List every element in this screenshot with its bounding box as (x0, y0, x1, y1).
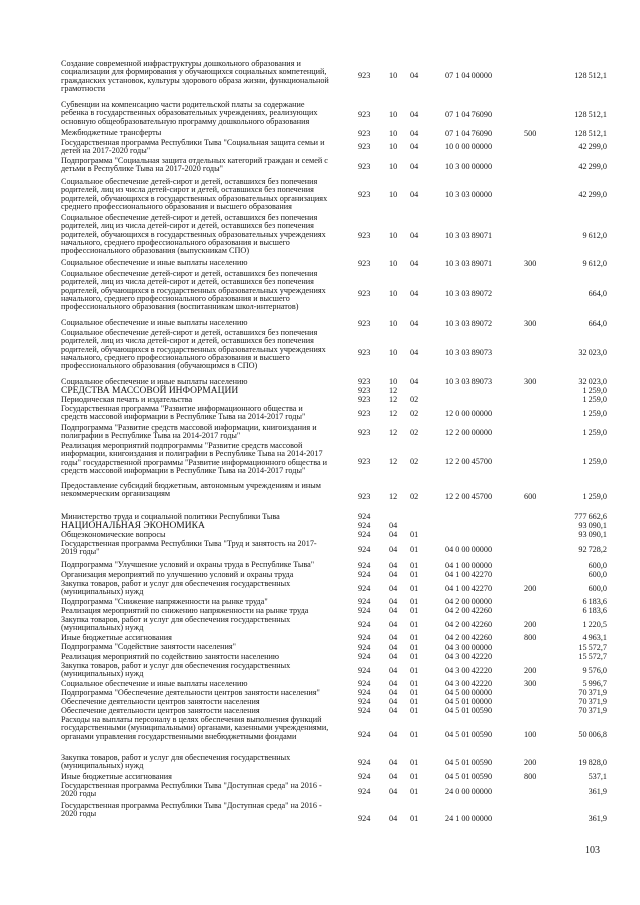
row-sum: 19 828,0 (578, 758, 607, 768)
row-name: Межбюджетные трансферты (61, 128, 162, 137)
row-code: 923 (358, 259, 371, 269)
row-section: 04 (389, 665, 398, 675)
table-row (0, 270, 640, 319)
row-section: 04 (389, 530, 398, 540)
row-section: 04 (389, 729, 398, 739)
row-name: Социальное обеспечение и иные выплаты населению (61, 679, 248, 688)
row-subsection: 01 (410, 619, 419, 629)
row-section: 04 (389, 706, 398, 716)
row-code: 924 (358, 679, 371, 689)
row-target-article: 04 3 00 00000 (445, 642, 493, 652)
row-target-article: 10 3 03 89071 (445, 231, 493, 241)
row-sum: 128 512,1 (574, 128, 607, 138)
row-subsection: 01 (410, 583, 419, 593)
row-sum: 9 576,0 (582, 665, 607, 675)
row-target-article: 07 1 04 00000 (445, 70, 493, 80)
row-code: 923 (358, 142, 371, 152)
row-code: 923 (358, 395, 371, 405)
row-name: Закупка товаров, работ и услуг для обеспечения государственных (муниципальных) нужд (61, 579, 291, 597)
row-section: 12 (389, 395, 398, 405)
row-subsection: 02 (410, 408, 419, 418)
row-sum: 32 023,0 (578, 348, 607, 358)
row-code: 924 (358, 633, 371, 643)
row-sum: 50 006,8 (578, 729, 607, 739)
row-code: 923 (358, 408, 371, 418)
row-name: Создание современной инфраструктуры дошкольного образования и социализации для формирования у обучающихся социальных компетенций, гражданских установок, культуры здорового образа жизни, функциональной грамотности (61, 59, 329, 93)
row-code: 924 (358, 706, 371, 716)
row-section: 04 (389, 772, 398, 782)
row-section: 12 (389, 427, 398, 437)
row-subsection: 04 (410, 70, 419, 80)
row-subsection: 01 (410, 758, 419, 768)
table-row (0, 580, 640, 598)
table-row (0, 405, 640, 423)
row-target-article: 10 3 03 89072 (445, 318, 493, 328)
row-target-article: 04 2 00 42260 (445, 633, 493, 643)
row-expense-type: 100 (524, 729, 537, 739)
row-name: НАЦИОНАЛЬНАЯ ЭКОНОМИКА (61, 521, 205, 531)
row-name: Общеэкономические вопросы (61, 530, 166, 539)
row-subsection: 01 (410, 530, 419, 540)
row-name: Подпрограмма "Развитие средств массовой информации, книгоиздания и полиграфии в Республике Тыва на 2014-2017 годы" (61, 423, 317, 441)
row-subsection: 04 (410, 259, 419, 269)
row-sum: 9 612,0 (582, 259, 607, 269)
row-subsection: 01 (410, 679, 419, 689)
row-subsection: 01 (410, 642, 419, 652)
row-sum: 777 662,6 (574, 512, 607, 522)
row-target-article: 04 5 01 00000 (445, 697, 493, 707)
row-subsection: 01 (410, 652, 419, 662)
row-code: 924 (358, 530, 371, 540)
row-expense-type: 300 (524, 679, 537, 689)
row-name: Подпрограмма "Улучшение условий и охраны труда в Республике Тыва" (61, 560, 315, 569)
row-name: Реализация мероприятий по снижению напряженности на рынке труда (61, 606, 309, 615)
table-row (0, 662, 640, 680)
row-sum: 42 299,0 (578, 190, 607, 200)
row-section: 04 (389, 652, 398, 662)
row-code: 924 (358, 512, 371, 522)
row-section: 10 (389, 377, 398, 387)
row-sum: 6 183,6 (582, 606, 607, 616)
table-row (0, 178, 640, 213)
row-name: Реализация мероприятий по содействию занятости населению (61, 652, 280, 661)
row-target-article: 04 5 01 00590 (445, 706, 493, 716)
row-code: 923 (358, 386, 371, 396)
row-name: Иные бюджетные ассигнования (61, 633, 172, 642)
row-section: 04 (389, 814, 398, 824)
row-name: Министерство труда и социальной политики Республики Тыва (61, 512, 280, 521)
row-section: 04 (389, 642, 398, 652)
row-subsection: 04 (410, 231, 419, 241)
row-expense-type: 300 (524, 377, 537, 387)
row-section: 10 (389, 259, 398, 269)
row-section: 04 (389, 583, 398, 593)
row-section: 10 (389, 142, 398, 152)
row-subsection: 02 (410, 395, 419, 405)
row-subsection: 04 (410, 162, 419, 172)
row-name: Государственная программа "Развитие информационного общества и средств массовой информации в Республике Тыва на 2014-2017 годы" (61, 404, 306, 422)
row-subsection: 04 (410, 142, 419, 152)
row-subsection: 01 (410, 597, 419, 607)
row-name: СРЕДСТВА МАССОВОЙ ИНФОРМАЦИИ (61, 386, 239, 396)
page-number: 103 (585, 845, 600, 856)
row-section: 10 (389, 128, 398, 138)
table-row (0, 482, 640, 513)
table-row (0, 157, 640, 178)
row-target-article: 04 2 00 42260 (445, 619, 493, 629)
row-target-article (445, 522, 527, 531)
row-sum: 1 259,0 (582, 408, 607, 418)
row-name: Предоставление субсидий бюджетным, автономным учреждениям и иным некоммерческим организациям (61, 481, 321, 499)
table-row (0, 214, 640, 259)
row-code: 924 (358, 729, 371, 739)
row-target-article: 10 3 03 89073 (445, 348, 493, 358)
row-target-article: 04 1 00 42270 (445, 583, 493, 593)
row-sum: 600,0 (588, 560, 607, 570)
row-target-article: 12 2 00 45700 (445, 492, 493, 502)
row-target-article: 04 1 00 42270 (445, 570, 493, 580)
row-code: 924 (358, 652, 371, 662)
row-sum: 1 259,0 (582, 386, 607, 396)
row-subsection: 01 (410, 772, 419, 782)
row-target-article: 04 2 00 42260 (445, 606, 493, 616)
row-target-article: 04 5 01 00590 (445, 772, 493, 782)
row-sum: 361,9 (588, 814, 607, 824)
row-subsection: 04 (410, 289, 419, 299)
row-section: 04 (389, 619, 398, 629)
table-row (0, 716, 640, 754)
row-sum: 15 572,7 (578, 642, 607, 652)
table-row (0, 616, 640, 634)
row-subsection: 04 (410, 377, 419, 387)
table-row (0, 329, 640, 378)
row-name: Государственная программа Республики Тыва "Доступная среда" на 2016 - 2020 годы (61, 801, 322, 819)
row-sum: 1 259,0 (582, 395, 607, 405)
row-code: 924 (358, 786, 371, 796)
row-target-article: 04 3 00 42220 (445, 665, 493, 675)
row-name: Иные бюджетные ассигнования (61, 772, 172, 781)
row-sum: 32 023,0 (578, 377, 607, 387)
row-sum: 4 963,1 (582, 633, 607, 643)
row-target-article: 07 1 04 76090 (445, 110, 493, 120)
row-subsection: 02 (410, 427, 419, 437)
row-code: 923 (358, 318, 371, 328)
row-name: Социальное обеспечение детей-сирот и детей, оставшихся без попечения родителей, лиц из числа детей-сирот и детей, оставшихся без попечения родителей, обучающихся в государственных образовательных учреждениях начального, среднего профессионального образования и высшего профессионального образования (обучающимся в СПО) (61, 328, 326, 371)
row-expense-type: 200 (524, 758, 537, 768)
row-name: Реализация мероприятий подпрограммы "Развитие средств массовой информации, книгоиздания и полиграфии в Республике Тыва на 2014-2017 годы" государственной программы "Развитие информационного общества и средств массовой информации в Республике Тыва на 2014-2017 годы" (61, 441, 328, 475)
row-sum: 93 090,1 (578, 521, 607, 531)
row-section: 04 (389, 597, 398, 607)
row-code: 924 (358, 688, 371, 698)
row-code: 924 (358, 642, 371, 652)
row-target-article: 10 3 03 89072 (445, 289, 493, 299)
row-code: 923 (358, 231, 371, 241)
row-name: Периодическая печать и издательства (61, 395, 193, 404)
row-code: 923 (358, 348, 371, 358)
row-section: 10 (389, 318, 398, 328)
row-code: 924 (358, 758, 371, 768)
row-code: 924 (358, 583, 371, 593)
row-sum: 1 220,5 (582, 619, 607, 629)
row-expense-type: 800 (524, 633, 537, 643)
row-code: 924 (358, 560, 371, 570)
row-target-article (445, 531, 527, 540)
row-sum: 128 512,1 (574, 70, 607, 80)
table-row (0, 139, 640, 156)
row-section: 10 (389, 110, 398, 120)
row-sum: 70 371,9 (578, 697, 607, 707)
row-code: 923 (358, 427, 371, 437)
row-expense-type: 300 (524, 318, 537, 328)
row-code: 923 (358, 162, 371, 172)
row-section: 04 (389, 570, 398, 580)
row-code: 924 (358, 814, 371, 824)
row-target-article: 24 1 00 00000 (445, 814, 493, 824)
row-code: 924 (358, 665, 371, 675)
row-code: 923 (358, 190, 371, 200)
row-section: 04 (389, 545, 398, 555)
row-name: Социальное обеспечение детей-сирот и детей, оставшихся без попечения родителей, лиц из числа детей-сирот и детей, оставшихся без попечения родителей, обучающихся в государственных образовательных организациях среднего профессионального образования и высшего образования (61, 177, 328, 211)
row-code: 924 (358, 545, 371, 555)
row-subsection: 01 (410, 697, 419, 707)
row-code: 924 (358, 521, 371, 531)
row-subsection: 02 (410, 456, 419, 466)
row-name: Подпрограмма "Содействие занятости населения" (61, 642, 236, 651)
row-name: Подпрограмма "Социальная защита отдельных категорий граждан и семей с детьми в Республике Тыва на 2017-2020 годы" (61, 156, 328, 174)
row-target-article: 10 3 03 89071 (445, 259, 493, 269)
row-expense-type: 200 (524, 619, 537, 629)
row-sum: 361,9 (588, 786, 607, 796)
row-expense-type: 200 (524, 665, 537, 675)
row-subsection: 04 (410, 110, 419, 120)
row-sum: 600,0 (588, 583, 607, 593)
row-section: 04 (389, 679, 398, 689)
row-section: 12 (389, 456, 398, 466)
row-subsection: 01 (410, 665, 419, 675)
row-subsection: 01 (410, 706, 419, 716)
table-row (0, 802, 640, 837)
row-name: Организация мероприятий по улучшению условий и охраны труда (61, 570, 294, 579)
row-target-article: 04 3 00 42220 (445, 652, 493, 662)
row-name: Социальное обеспечение детей-сирот и детей, оставшихся без попечения родителей, лиц из числа детей-сирот и детей, оставшихся без попечения родителей, обучающихся в государственных образовательных учреждениях начального, среднего профессионального образования и высшего профессионального образования (выпускникам СПО) (61, 213, 326, 256)
row-name: Закупка товаров, работ и услуг для обеспечения государственных (муниципальных) нужд (61, 753, 291, 771)
row-section: 10 (389, 231, 398, 241)
row-sum: 5 996,7 (582, 679, 607, 689)
row-target-article (445, 396, 527, 405)
row-target-article: 24 0 00 00000 (445, 786, 493, 796)
row-sum: 42 299,0 (578, 162, 607, 172)
row-sum: 9 612,0 (582, 231, 607, 241)
row-target-article: 12 2 00 45700 (445, 456, 493, 466)
row-sum: 70 371,9 (578, 706, 607, 716)
row-sum: 1 259,0 (582, 492, 607, 502)
row-expense-type: 200 (524, 583, 537, 593)
row-sum: 664,0 (588, 289, 607, 299)
row-subsection: 01 (410, 729, 419, 739)
row-target-article (445, 387, 527, 396)
row-section: 12 (389, 386, 398, 396)
row-name: Государственная программа Республики Тыва "Доступная среда" на 2016 - 2020 годы (61, 781, 322, 799)
row-code: 924 (358, 772, 371, 782)
row-name: Обеспечение деятельности центров занятости населения (61, 706, 260, 715)
row-sum: 537,1 (588, 772, 607, 782)
row-expense-type: 300 (524, 259, 537, 269)
table-row (0, 782, 640, 802)
row-subsection: 02 (410, 492, 419, 502)
row-target-article: 10 3 03 00000 (445, 190, 493, 200)
row-subsection: 01 (410, 688, 419, 698)
row-code: 924 (358, 570, 371, 580)
row-sum: 15 572,7 (578, 652, 607, 662)
row-sum: 42 299,0 (578, 142, 607, 152)
row-name: Субвенции на компенсацию части родительской платы за содержание ребенка в государственных образовательных учреждениях, реализующих основную общеобразовательную программу дошкольного образования (61, 100, 318, 126)
row-code: 923 (358, 110, 371, 120)
row-target-article: 10 3 00 00000 (445, 162, 493, 172)
row-name: Подпрограмма "Снижение напряженности на рынке труда" (61, 597, 268, 606)
row-name: Закупка товаров, работ и услуг для обеспечения государственных (муниципальных) нужд (61, 661, 291, 679)
row-target-article: 04 1 00 00000 (445, 560, 493, 570)
row-sum: 1 259,0 (582, 427, 607, 437)
row-target-article: 04 5 01 00590 (445, 758, 493, 768)
table-row (0, 424, 640, 442)
row-expense-type: 500 (524, 128, 537, 138)
row-section: 04 (389, 633, 398, 643)
row-expense-type: 600 (524, 492, 537, 502)
row-code: 923 (358, 377, 371, 387)
row-name: Государственная программа Республики Тыва "Труд и занятость на 2017- 2019 годы" (61, 539, 317, 557)
row-subsection: 04 (410, 318, 419, 328)
row-section: 04 (389, 786, 398, 796)
row-name: Социальное обеспечение и иные выплаты населению (61, 318, 248, 327)
row-code: 924 (358, 697, 371, 707)
row-subsection: 04 (410, 348, 419, 358)
table-row (0, 754, 640, 773)
row-section: 04 (389, 758, 398, 768)
row-target-article: 04 5 01 00590 (445, 729, 493, 739)
row-section: 10 (389, 289, 398, 299)
row-target-article: 07 1 04 76090 (445, 128, 493, 138)
row-name: Социальное обеспечение детей-сирот и детей, оставшихся без попечения родителей, лиц из числа детей-сирот и детей, оставшихся без попечения родителей, обучающихся в государственных образовательных учреждениях начального, среднего профессионального образования и высшего профессионального образования (воспитанникам школ-интернатов) (61, 269, 326, 312)
row-sum: 93 090,1 (578, 530, 607, 540)
row-code: 923 (358, 492, 371, 502)
row-code: 923 (358, 70, 371, 80)
row-subsection (410, 513, 432, 522)
row-section: 10 (389, 162, 398, 172)
row-section: 04 (389, 688, 398, 698)
row-code: 923 (358, 289, 371, 299)
row-name: Государственная программа Республики Тыва "Социальная защита семьи и детей на 2017-2020 годы" (61, 138, 325, 156)
row-target-article: 04 0 00 00000 (445, 545, 493, 555)
row-code: 924 (358, 619, 371, 629)
row-subsection: 04 (410, 128, 419, 138)
row-subsection: 01 (410, 560, 419, 570)
row-sum: 1 259,0 (582, 456, 607, 466)
row-code: 924 (358, 597, 371, 607)
row-sum: 92 728,2 (578, 545, 607, 555)
row-name: Подпрограмма "Обеспечение деятельности центров занятости населения" (61, 688, 320, 697)
row-target-article: 04 2 00 00000 (445, 597, 493, 607)
row-name: Расходы на выплаты персоналу в целях обеспечения выполнения функций государственными (муниципальными) органами, казенными учреждениями, органами управления государственными внебюджетными фондами (61, 715, 329, 741)
row-section: 10 (389, 190, 398, 200)
row-sum: 6 183,6 (582, 597, 607, 607)
row-section: 04 (389, 521, 398, 531)
row-sum: 128 512,1 (574, 110, 607, 120)
row-subsection: 04 (410, 190, 419, 200)
row-subsection: 01 (410, 633, 419, 643)
row-section: 04 (389, 697, 398, 707)
row-subsection: 01 (410, 570, 419, 580)
row-subsection: 01 (410, 814, 419, 824)
row-section: 12 (389, 492, 398, 502)
row-target-article: 10 0 00 00000 (445, 142, 493, 152)
row-target-article: 04 3 00 42220 (445, 679, 493, 689)
row-subsection: 01 (410, 545, 419, 555)
table-row (0, 60, 640, 92)
row-expense-type: 800 (524, 772, 537, 782)
row-subsection: 01 (410, 786, 419, 796)
table-row (0, 442, 640, 482)
table-row (0, 101, 640, 130)
row-code: 924 (358, 606, 371, 616)
row-section: 10 (389, 70, 398, 80)
row-sum: 664,0 (588, 318, 607, 328)
row-target-article: 04 5 00 00000 (445, 688, 493, 698)
row-name: Обеспечение деятельности центров занятости населения (61, 697, 260, 706)
row-name: Социальное обеспечение и иные выплаты населению (61, 377, 248, 386)
row-section: 12 (389, 408, 398, 418)
row-name: Социальное обеспечение и иные выплаты населению (61, 258, 248, 267)
row-section: 10 (389, 348, 398, 358)
row-target-article (445, 513, 527, 522)
row-code: 923 (358, 456, 371, 466)
row-name: Закупка товаров, работ и услуг для обеспечения государственных (муниципальных) нужд (61, 615, 291, 633)
row-code: 923 (358, 128, 371, 138)
row-target-article: 12 2 00 00000 (445, 427, 493, 437)
row-sum: 70 371,9 (578, 688, 607, 698)
row-target-article: 12 0 00 00000 (445, 408, 493, 418)
row-sum: 600,0 (588, 570, 607, 580)
row-target-article: 10 3 03 89073 (445, 377, 493, 387)
row-section: 04 (389, 606, 398, 616)
row-subsection: 01 (410, 606, 419, 616)
row-section: 04 (389, 560, 398, 570)
table-row (0, 540, 640, 561)
